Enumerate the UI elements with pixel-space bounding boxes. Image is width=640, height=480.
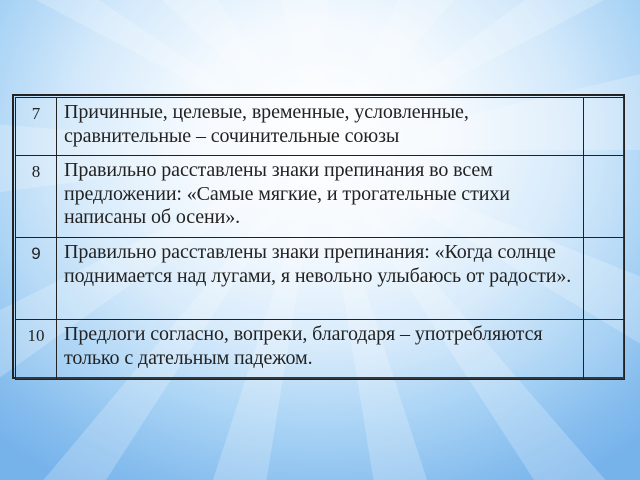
table-row — [16, 238, 625, 320]
answer-cell[interactable] — [584, 320, 625, 380]
answer-cell[interactable] — [584, 238, 625, 320]
row-number — [16, 238, 57, 320]
quiz-table — [15, 97, 625, 380]
table-row — [16, 156, 625, 238]
answer-cell[interactable] — [584, 156, 625, 238]
row-number-text: 9 — [31, 244, 41, 263]
table-row — [16, 98, 625, 156]
row-statement: Правильно расставлены знаки препинания: «Когда солнце поднимается над лугами, я невольно улыбаюсь от радости». — [57, 238, 584, 320]
row-statement: Причинные, целевые, временные, условленные, сравнительные – сочинительные союзы — [57, 98, 584, 156]
table-row — [16, 320, 625, 380]
row-number: 8 — [16, 156, 57, 238]
row-statement: Предлоги согласно, вопреки, благодаря – употребляются только с дательным падежом. — [57, 320, 584, 380]
answer-cell[interactable] — [584, 98, 625, 156]
row-statement: Правильно расставлены знаки препинания во всем предложении: «Самые мягкие, и трогательные стихи написаны об осени». — [57, 156, 584, 238]
row-number: 7 — [16, 98, 57, 156]
row-number: 10 — [16, 320, 57, 380]
